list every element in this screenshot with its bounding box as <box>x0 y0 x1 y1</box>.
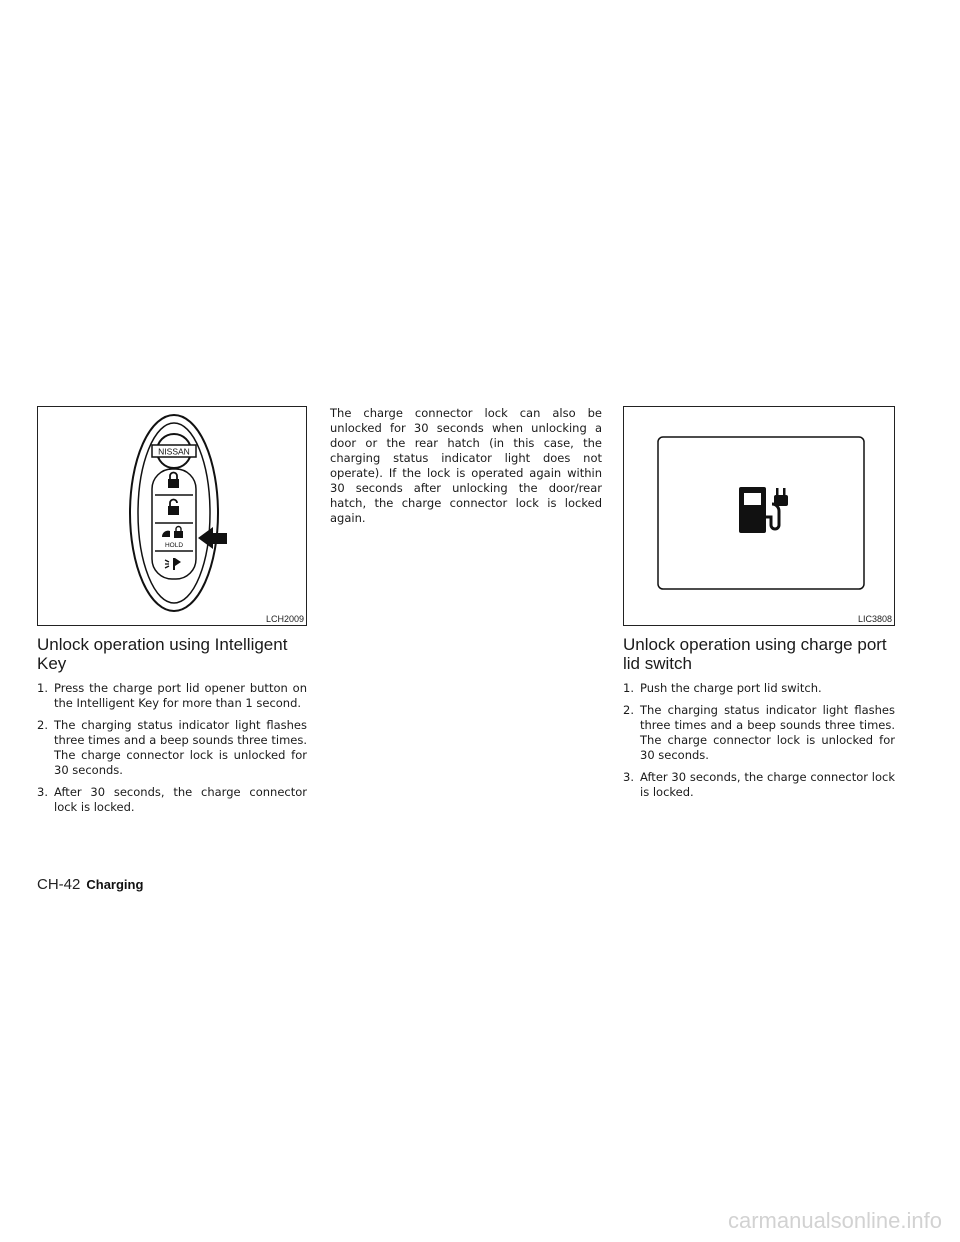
section-heading: Unlock operation using charge port lid switch <box>623 635 887 673</box>
page-number: CH-42 <box>37 876 81 893</box>
step-number: 3. <box>37 785 48 799</box>
watermark-text: carmanualsonline.info <box>727 1208 942 1233</box>
list-item <box>623 703 895 763</box>
left-column <box>37 406 307 822</box>
step-text: Push the charge port lid switch. <box>640 681 822 695</box>
list-item <box>37 785 307 815</box>
hold-label: HOLD <box>164 542 184 549</box>
step-text: After 30 seconds, the charge connector lock is locked. <box>640 770 895 799</box>
right-column <box>623 406 895 807</box>
section-heading: Unlock operation using Intelligent Key <box>37 635 288 673</box>
step-text: The charging status indicator light flashes three times and a beep sounds three times. The charge connector lock is unlocked for 30 seconds. <box>54 718 307 777</box>
section-name: Charging <box>86 877 144 892</box>
intelligent-key-icon <box>38 407 306 625</box>
display-panel <box>624 407 894 625</box>
steps-list <box>623 681 895 800</box>
step-number: 2. <box>37 718 48 732</box>
step-number: 1. <box>37 681 48 695</box>
step-text: After 30 seconds, the charge connector lock is locked. <box>54 785 307 814</box>
figure-code: LIC3808 <box>857 614 892 624</box>
nissan-logo-text: NISSAN <box>158 446 190 457</box>
intelligent-key-figure <box>37 406 307 626</box>
body-paragraph: The charge connector lock can also be unlocked for 30 seconds when unlocking a door or the rear hatch (in this case, the charging status indicator light does not operate). If the lock is operated again within 30 seconds after unlocking the door/rear hatch, the charge connector lock is locked again. <box>330 406 602 525</box>
step-text: Press the charge port lid opener button on the Intelligent Key for more than 1 second. <box>54 681 307 710</box>
step-number: 1. <box>623 681 634 695</box>
figure-code: LCH2009 <box>265 614 304 624</box>
middle-column <box>330 406 602 526</box>
step-text: The charging status indicator light flashes three times and a beep sounds three times. The charge connector lock is unlocked for 30 seconds. <box>640 703 895 762</box>
list-item <box>623 770 895 800</box>
page-footer <box>37 876 143 894</box>
steps-list <box>37 681 307 815</box>
list-item <box>623 681 895 696</box>
list-item <box>37 718 307 778</box>
list-item <box>37 681 307 711</box>
step-number: 2. <box>623 703 634 717</box>
indicator-display-figure <box>623 406 895 626</box>
step-number: 3. <box>623 770 634 784</box>
